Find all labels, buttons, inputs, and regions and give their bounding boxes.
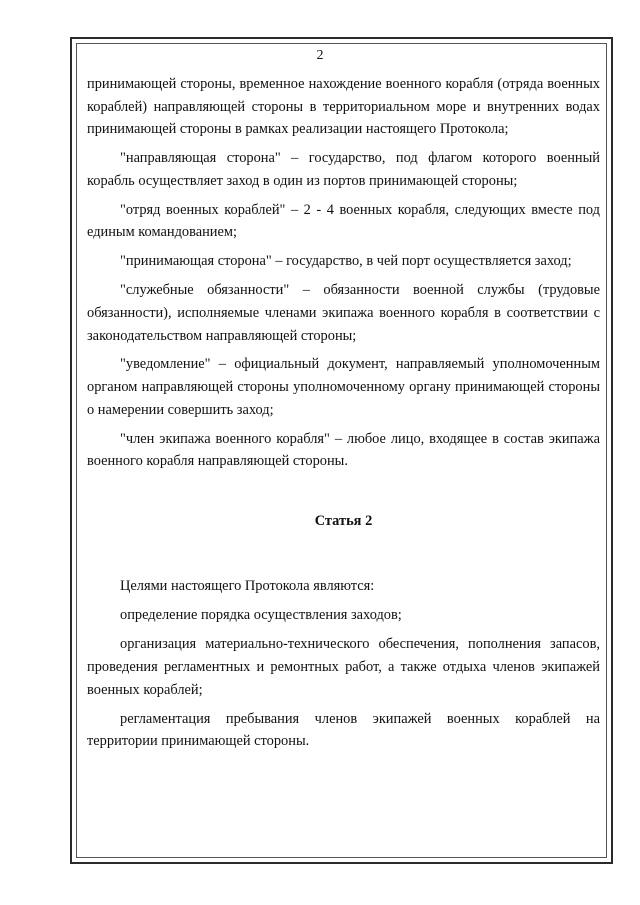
paragraph-continuation: принимающей стороны, временное нахождение военного корабля (отряда военных кораблей) направляющей стороны в территориальном море и внутренних водах принимающей стороны в рамках реализации настоящего Протокола; [87,76,600,138]
definition-receiving-party: "принимающая сторона" – государство, в чей порт осуществляется заход; [120,253,572,270]
definition-sending-party: "направляющая сторона" – государство, под флагом которого военный корабль осуществляет заход в один из портов принимающей стороны; [87,150,600,189]
article2-goal-2: организация материально-технического обеспечения, пополнения запасов, проведения регламентных и ремонтных работ, а также отдыха членов экипажей военных кораблей; [87,636,600,698]
article2-goal-1: определение порядка осуществления заходов; [120,607,402,624]
definition-crew-member: "член экипажа военного корабля" – любое лицо, входящее в состав экипажа военного корабля направляющей стороны. [87,430,600,470]
article2-goal-3: регламентация пребывания членов экипажей военных кораблей на территории принимающей стороны. [87,710,600,750]
definition-naval-squadron: "отряд военных кораблей" – 2 - 4 военных корабля, следующих вместе под единым командованием; [87,201,600,241]
article-heading: Статья 2 [314,512,373,529]
page-number: 2 [316,48,324,63]
definition-official-duties: "служебные обязанности" – обязанности военной службы (трудовые обязанности), исполняемые членами экипажа военного корабля в соответствии с законодательством направляющей стороны; [87,282,600,344]
definition-notification: "уведомление" – официальный документ, направляемый уполномоченным органом направляющей стороны уполномоченному органу принимающей стороны о намерении совершить заход; [87,356,600,418]
document-body [87,73,600,759]
article2-intro: Целями настоящего Протокола являются: [120,578,375,595]
